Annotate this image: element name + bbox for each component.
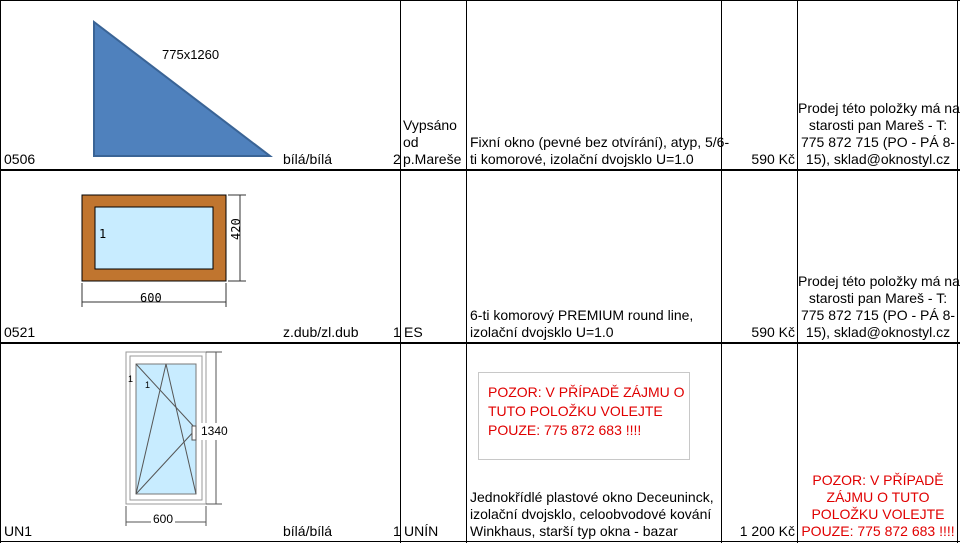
description-line: ti komorové, izolační dvojsklo U=1.0: [470, 151, 694, 167]
tilt-turn-window-drawing: [0, 344, 400, 542]
note-line: starosti pan Mareš - T:: [808, 290, 948, 306]
warning-callout: [478, 372, 690, 460]
item-price: 1 200 Kč: [739, 523, 795, 539]
description-line: Winkhaus, starší typ okna - bazar: [470, 523, 678, 539]
status-line: od: [403, 134, 419, 150]
description-line: Jednokřídlé plastové okno Deceuninck,: [470, 489, 714, 505]
pane-number: 1: [145, 380, 151, 390]
grid-line: [957, 0, 958, 543]
triangle-shape: [94, 22, 270, 156]
dimension-label: 775x1260: [162, 47, 220, 62]
grid-line: [797, 0, 798, 543]
item-color: bílá/bílá: [283, 151, 333, 167]
glass-pane: [95, 207, 213, 269]
handle-icon: [192, 426, 196, 440]
status-line: Vypsáno: [403, 117, 457, 133]
note-line: 775 872 715 (PO - PÁ 8-: [800, 307, 956, 323]
status-line: p.Mareše: [403, 151, 462, 167]
item-color: bílá/bílá: [283, 523, 333, 539]
item-description: [470, 134, 729, 168]
description-line: izolační dvojsklo U=1.0: [470, 324, 614, 340]
item-price: 590 Kč: [751, 324, 795, 340]
callout-line: POUZE: 775 872 683 !!!!: [488, 422, 642, 438]
item-status: UNÍN: [404, 523, 439, 539]
note-line: 15), sklad@oknostyl.cz: [805, 324, 951, 340]
pane-number: 1: [99, 227, 107, 241]
item-status: ES: [404, 324, 423, 340]
width-label: 600: [140, 291, 162, 305]
note-line: 15), sklad@oknostyl.cz: [805, 151, 951, 167]
width-label: 600: [153, 512, 174, 526]
callout-line: POZOR: V PŘÍPADĚ ZÁJMU O: [488, 384, 685, 400]
item-qty: 1: [393, 523, 401, 539]
item-color: z.dub/zl.dub: [283, 324, 359, 340]
grid-line: [400, 0, 401, 543]
note-line: POLOŽKU VOLEJTE: [811, 506, 945, 522]
item-qty: 1: [393, 324, 401, 340]
item-price: 590 Kč: [751, 151, 795, 167]
note-line: Prodej této položky má na: [798, 273, 960, 289]
note-line: starosti pan Mareš - T:: [808, 117, 948, 133]
item-description: [470, 489, 714, 540]
description-line: izolační dvojsklo, celoobvodové kování: [470, 506, 712, 522]
item-note: [798, 100, 958, 168]
item-status: [403, 117, 461, 168]
grid-line: [466, 0, 467, 543]
height-label: 420: [229, 218, 243, 240]
note-line: ZÁJMU O TUTO: [826, 489, 930, 505]
item-qty: 2: [393, 151, 401, 167]
window-drawing: [0, 171, 400, 341]
item-note: [798, 273, 958, 341]
note-line: POUZE: 775 872 683 !!!!: [801, 523, 955, 539]
note-line: POZOR: V PŘÍPADĚ: [812, 472, 944, 488]
item-code: UN1: [4, 523, 33, 539]
item-code: 0521: [4, 324, 36, 340]
note-line: 775 872 715 (PO - PÁ 8-: [800, 134, 956, 150]
warning-note: [798, 472, 958, 540]
callout-line: TUTO POLOŽKU VOLEJTE: [488, 403, 663, 419]
item-description: [470, 307, 693, 341]
note-line: Prodej této položky má na: [798, 100, 960, 116]
triangle-window-drawing: [0, 0, 400, 168]
item-code: 0506: [4, 151, 36, 167]
description-line: Fixní okno (pevné bez otvírání), atyp, 5/6-: [470, 134, 730, 150]
grid-line: [721, 0, 722, 543]
pane-number: 1: [128, 374, 134, 384]
height-label: 1340: [201, 424, 228, 438]
description-line: 6-ti komorový PREMIUM round line,: [470, 307, 694, 323]
